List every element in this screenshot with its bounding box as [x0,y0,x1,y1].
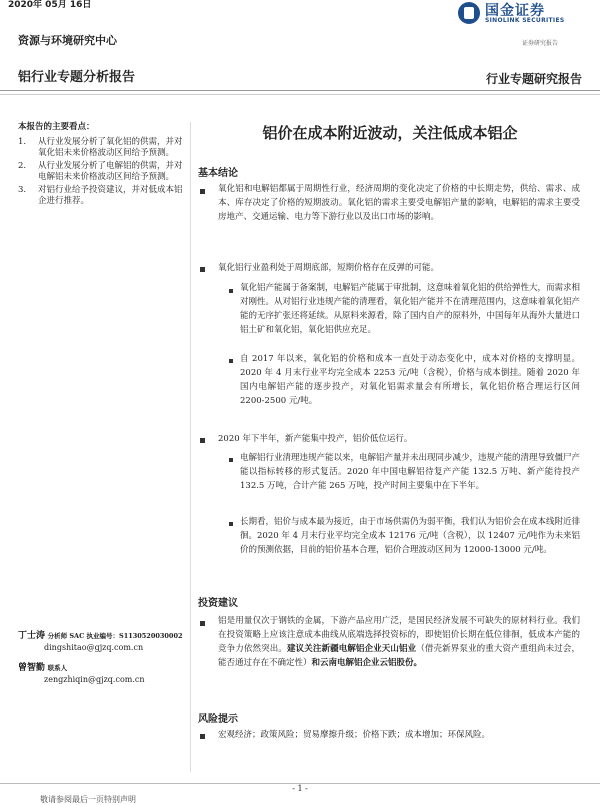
author-tag: 分析师 SAC 执业编号：S1130520030002 [47,632,183,640]
key-point-text: 从行业发展分析了氧化铝的供需，并对氧化铝未来价格波动区间给予预测。 [38,136,183,158]
report-date: 2020年 05月 16日 [8,0,92,10]
key-point-number: 2. [18,160,27,171]
bullet-icon [200,438,205,443]
sub-point-paragraph: 自 2017 年以来，氧化铝的价格和成本一直处于动态变化中，成本对价格的支撑明显。2020 年 4 月末行业平均完全成本 2253 元/吨（含税），价格与成本倒挂。随着 2020 年国内电解铝产能的逐步投产，对氧化铝需求量会有所增长，氧化铝价格合理运行区间 2200-2500 元/吨。 [240,354,580,406]
report-main-title: 铝价在成本附近波动，关注低成本铝企 [262,124,518,142]
conclusion-paragraph: 氧化铝和电解铝都属于周期性行业，经济周期的变化决定了价格的中长期走势，供给、需求、成本、库存决定了价格的短期波动。氧化铝的需求主要受电解铝产量的影响，电解铝的需求主要受房地产、交通运输、电力等下游行业以及出口市场的影响。 [218,184,580,222]
conclusion-paragraph: 氧化铝行业盈利处于周期底部，短期价格存在反弹的可能。 [218,263,440,273]
sub-bullet-icon [229,289,233,293]
risk-paragraph: 宏观经济；政策风险；贸易摩擦升级；价格下跌；成本增加；环保风险。 [218,730,491,740]
bullet-icon [200,621,205,626]
section-heading-risk: 风险提示 [198,714,238,725]
bullet-icon [200,734,205,739]
key-point-item [18,185,186,208]
key-point-number: 1. [18,136,27,147]
author-email[interactable]: zengzhiqin@gjzq.com.cn [44,675,145,684]
author-block [18,630,188,654]
logo-icon [458,2,480,24]
author-email[interactable]: dingshitao@gjzq.com.cn [44,643,144,652]
sub-point-paragraph: 长期看，铝价与成本最为接近，由于市场供需仍为弱平衡，我们认为铝价会在成本线附近徘徊。2020 年 4 月末行业平均完全成本 12176 元/吨（含税），以 12407 元/吨作为未来铝价的预测依据，目前的铝价基本合理，铝价合理波动区间为 12000-13000 元/吨。 [240,517,581,555]
report-series-title: 铝行业专题分析报告 [18,70,136,85]
key-point-item [18,137,186,160]
invest-text: 铝是用量仅次于钢铁的金属，下游产品应用广泛，是国民经济发展不可缺失的原材料行业。我们在投资策略上应该注意成本曲线从底端选择投资标的，即使铝价长期在低位徘徊，低成本产能的竞争力依然突出。 [218,616,580,654]
column-divider [190,122,191,772]
disclaimer-note: 敬请参阅最后一页特别声明 [40,795,136,804]
page-number: - 1 - [292,784,308,793]
author-name: 丁士涛 [18,631,46,641]
header-divider-secondary [0,94,600,95]
sub-bullet-icon [229,359,233,363]
sub-point-paragraph: 电解铝行业清理违规产能以来，电解铝产量并未出现同步减少，违规产能的清理导致僵尸产能以指标转移的形式复活。2020 年中国电解铝待复产产能 132.5 万吨、新产能待投产 132.5 万吨，合计产能 265 万吨，投产时间主要集中在下半年。 [240,453,581,491]
report-type: 行业专题研究报告 [485,72,582,86]
conclusion-paragraph: 2020 年下半年，新产能集中投产，铝价低位运行。 [218,434,413,444]
key-point-item [18,161,186,184]
author-name: 曾智勤 [18,663,46,673]
author-block [18,662,188,686]
research-department: 资源与环境研究中心 [18,34,117,47]
sub-point-paragraph: 氧化铝产能属于备案制，电解铝产能属于审批制，这意味着氧化铝的供给弹性大，而需求相对刚性。从对铝行业违规产能的清理看，氧化铝产能并不在清理范围内，这意味着氧化铝产能的无序扩张还将延续。从原料来源看，除了国内自产的原料外，中国每年从海外大量进口铝土矿和氧化铝，氧化铝供应充足。 [240,283,581,335]
logo-en-text: SINOLINK SECURITIES [485,17,565,24]
sub-bullet-icon [229,522,233,526]
key-point-number: 3. [18,184,27,195]
key-points-title: 本报告的主要看点： [18,122,95,132]
header-divider [0,90,600,91]
key-point-text: 从行业发展分析了电解铝的供需，并对电解铝未来价格波动区间给予预测。 [38,160,183,182]
key-points-sidebar [18,122,186,209]
invest-note: （借壳新界泵业的重大资产重组尚未过会，能否通过存在不确定性） [218,644,580,668]
invest-recommendation: 和云南电解铝企业云铝股份。 [311,658,423,668]
sub-bullet-icon [229,458,233,462]
bullet-icon [200,267,205,272]
logo-cn-text: 国金证券 [485,3,545,19]
bullet-icon [200,189,205,194]
section-heading-invest: 投资建议 [198,598,238,609]
key-point-text: 对铝行业给予投资建议，并对低成本铝企进行推荐。 [38,184,183,206]
logo-subtitle: 证券研究报告 [522,40,559,47]
invest-recommendation: 建议关注新疆电解铝企业天山铝业 [286,644,417,654]
invest-paragraph [218,614,580,670]
section-heading-conclusion: 基本结论 [198,168,238,179]
author-tag: 联系人 [47,664,68,672]
sinolink-logo [458,0,588,36]
